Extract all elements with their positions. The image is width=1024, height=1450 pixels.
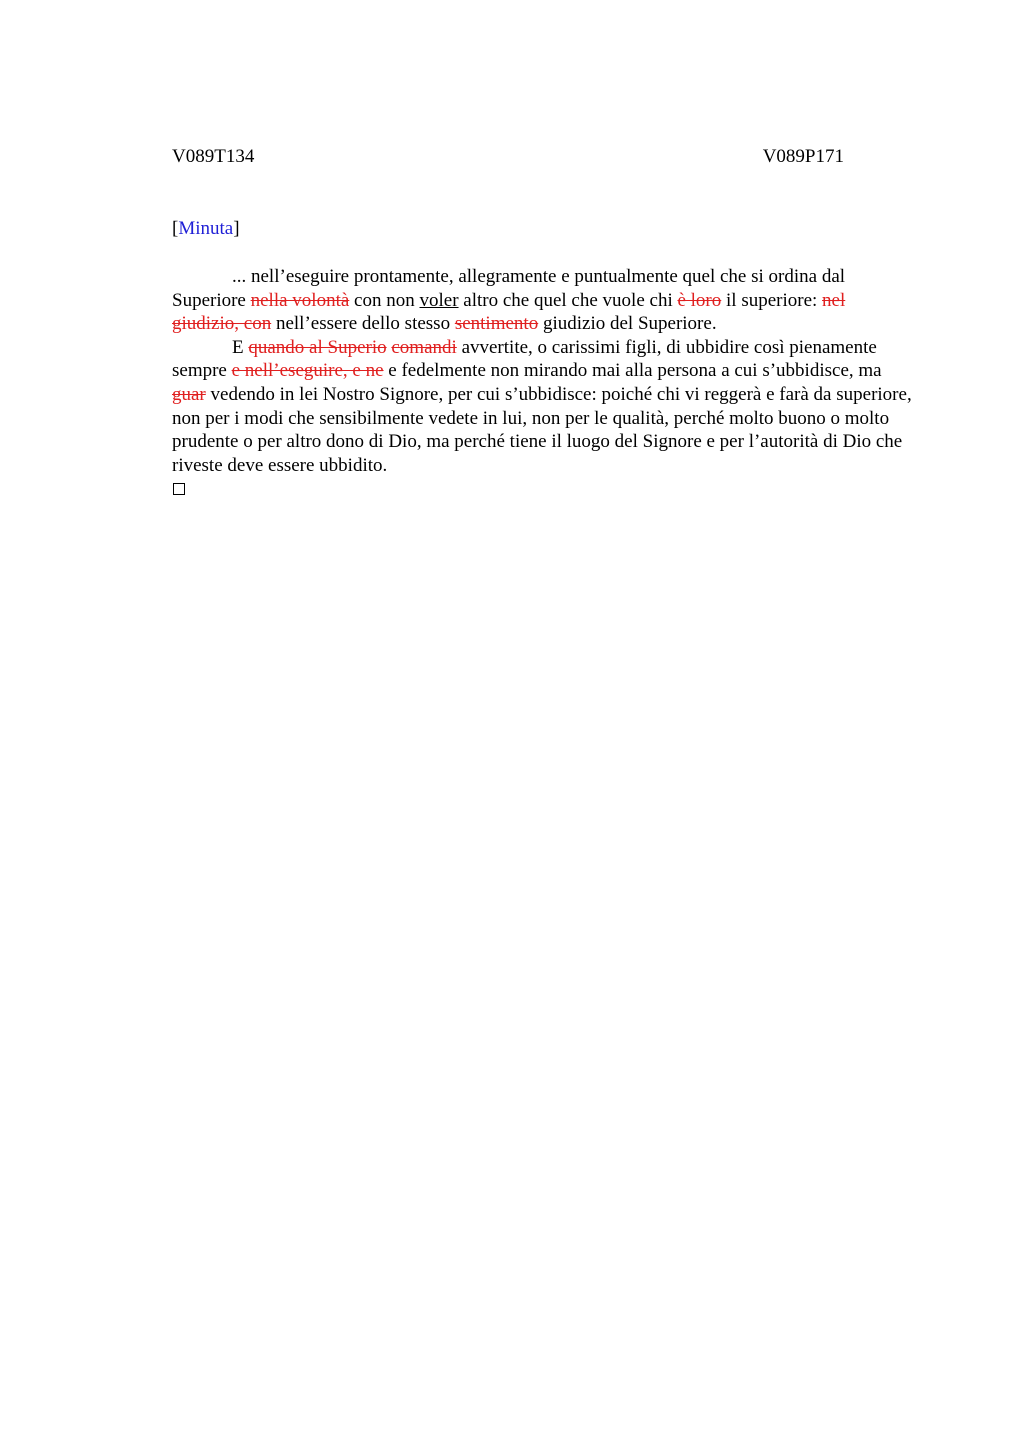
end-marker-square-icon	[173, 483, 185, 495]
deleted-text: nel giudizio, con	[172, 289, 846, 335]
document-body	[172, 265, 912, 477]
text-segment: altro che quel che vuole chi	[458, 289, 678, 311]
label-close-bracket: ]	[233, 218, 240, 239]
text-segment: giudizio del Superiore.	[538, 313, 717, 335]
text-segment: vedendo in lei Nostro Signore, per cui s’ubbidisce: poiché chi vi reggerà e farà da superiore, non per i modi che sensibilmente vedete in lui, non per le qualità, perché molto buono o molto prudente o per altro dono di Dio, ma perché tiene il luogo del Signore e per l’autorità di Dio che riveste deve essere ubbidito.	[172, 383, 912, 476]
text-segment: e fedelmente non mirando mai alla persona a cui s’ubbidisce, ma	[383, 360, 882, 382]
text-segment: avvertite, o carissimi figli, di ubbidire così pienamente sempre	[172, 336, 877, 382]
deleted-text: quando al Superio	[248, 336, 387, 358]
deleted-text: comandi	[391, 336, 457, 358]
text-segment: ... nell’eseguire prontamente, allegramente e puntualmente quel che si ordina dal Superiore	[172, 266, 846, 311]
text-segment: il superiore:	[721, 289, 823, 311]
text-segment: con non	[349, 289, 420, 311]
text-segment: nell’essere dello stesso	[271, 313, 455, 335]
deleted-text: guar	[172, 383, 206, 405]
deleted-text: è loro	[677, 289, 722, 311]
deleted-text: e nell’eseguire, e ne	[231, 360, 384, 382]
underlined-text: voler	[419, 289, 459, 311]
document-code-left: V089T134	[172, 146, 255, 167]
section-label	[172, 218, 240, 240]
paragraph	[172, 265, 912, 336]
document-code-right: V089P171	[762, 146, 844, 167]
paragraph	[172, 336, 912, 478]
text-segment: E	[232, 336, 249, 358]
label-open-bracket: [	[172, 218, 179, 239]
deleted-text: nella volontà	[250, 289, 350, 311]
deleted-text: sentimento	[454, 313, 539, 335]
minuta-label: Minuta	[178, 218, 234, 239]
